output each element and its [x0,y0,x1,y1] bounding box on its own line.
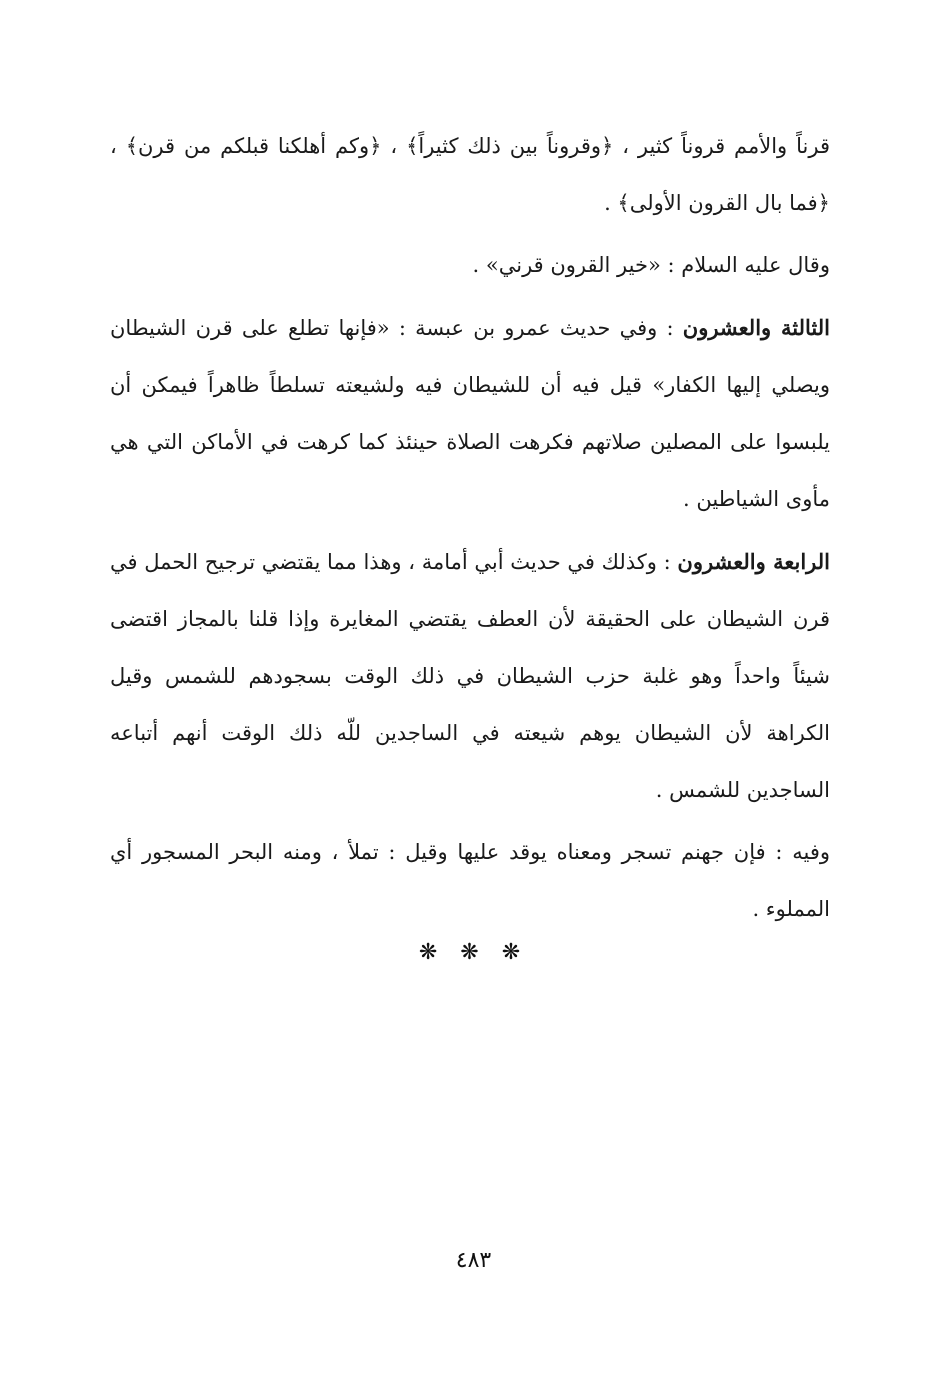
paragraph-1 [110,118,830,232]
body-text [110,118,830,943]
paragraph-3-text: : وفي حديث عمرو بن عبسة : «فإنها تطلع على قرن الشيطان ويصلي إليها الكفار» قيل فيه أن للشيطان فيه ولشيعته تسلطاً ظاهراً فيمكن أن يلبسوا على المصلين صلاتهم فكرهت الصلاة حينئذ كما كرهت في الأماكن التي هي مأوى الشياطين . [110,316,830,511]
paragraph-4 [110,533,830,819]
paragraph-4-text: : وكذلك في حديث أبي أمامة ، وهذا مما يقتضي ترجيح الحمل في قرن الشيطان على الحقيقة لأن العطف يقتضي المغايرة وإذا قلنا بالمجاز اقتضى شيئاً واحداً وهو غلبة حزب الشيطان في ذلك الوقت بسجودهم للشمس وقيل الكراهة لأن الشيطان يوهم شيعته في الساجدين للّه ذلك الوقت أنهم أتباعه الساجدين للشمس . [110,550,830,802]
paragraph-2-text: وقال عليه السلام : «خير القرون قرني» . [472,253,830,277]
paragraph-3-heading: الثالثة والعشرون [682,315,830,340]
paragraph-3 [110,299,830,528]
paragraph-2 [110,237,830,294]
paragraph-4-heading: الرابعة والعشرون [677,549,830,574]
page-number: ٤٨٣ [455,1248,492,1273]
paragraph-1-text: قرناً والأمم قروناً كثير ، ﴿وقروناً بين ذلك كثيراً﴾ ، ﴿وكم أهلكنا قبلكم من قرن﴾ ، ﴿فما بال القرون الأولى﴾ . [110,134,830,215]
section-divider-ornament: ❋ ❋ ❋ [418,940,529,965]
paragraph-5 [110,824,830,938]
paragraph-5-text: وفيه : فإن جهنم تسجر ومعناه يوقد عليها وقيل : تملأ ، ومنه البحر المسجور أي المملوء . [110,840,830,921]
